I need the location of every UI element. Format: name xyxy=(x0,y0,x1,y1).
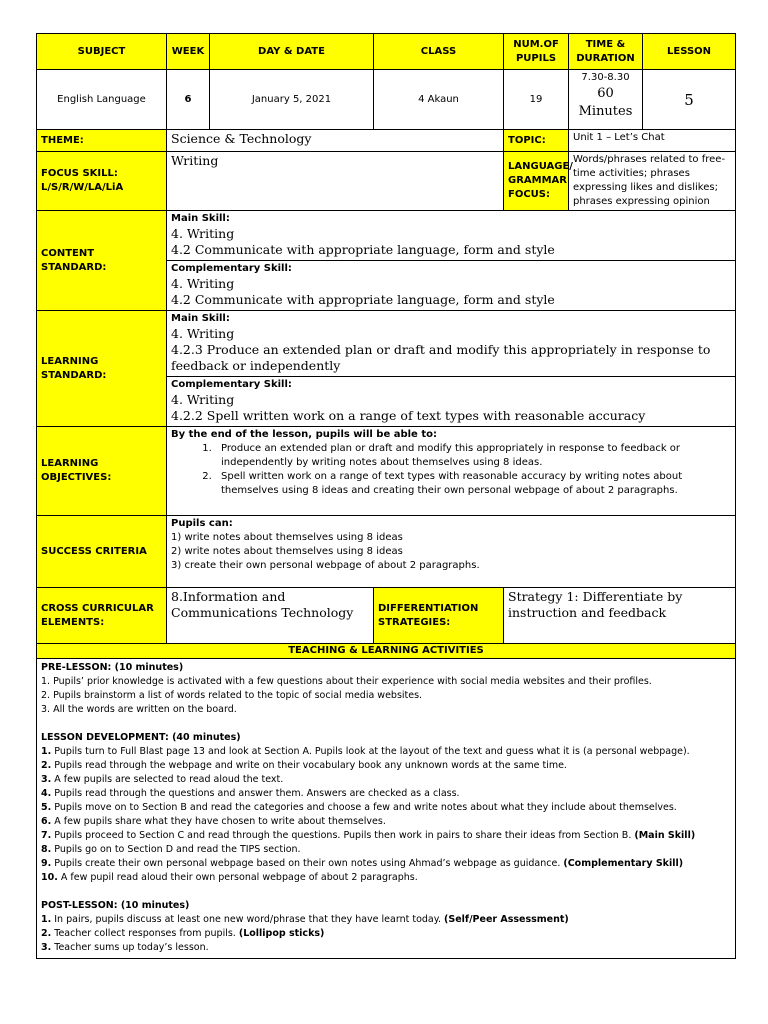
step-text: Pupils move on to Section B and read the categories and choose a few and write notes about what they include about themselves. xyxy=(51,802,677,813)
focus-skill-value: Writing xyxy=(167,152,504,211)
success-criteria-label: SUCCESS CRITERIA xyxy=(37,516,167,588)
subject-value: English Language xyxy=(37,70,167,130)
step-text: Pupils read through the webpage and write on their vocabulary book any unknown words at the same time. xyxy=(51,760,567,771)
development-step xyxy=(41,773,731,787)
step-number: 2. xyxy=(41,928,52,939)
week-value: 6 xyxy=(167,70,210,130)
step-number: 2. xyxy=(41,760,52,771)
development-step xyxy=(41,801,731,815)
step-number: 7. xyxy=(41,830,52,841)
theme-label: THEME: xyxy=(37,130,167,152)
ls-main-line-2: 4.2.3 Produce an extended plan or draft and modify this appropriately in response to feedback or independently xyxy=(171,342,711,373)
assessment-tag: (Lollipop sticks) xyxy=(238,928,325,939)
skill-tag: (Main Skill) xyxy=(634,830,696,841)
lesson-plan xyxy=(36,33,735,959)
cross-curricular-label: CROSS CURRICULAR ELEMENTS: xyxy=(37,588,167,644)
objectives-list xyxy=(171,442,731,498)
skill-tag: (Complementary Skill) xyxy=(563,858,684,869)
step-number: 1. xyxy=(41,746,52,757)
lesson-header: LESSON xyxy=(643,34,736,70)
development-step xyxy=(41,829,731,843)
step-text: Pupils read through the questions and answer them. Answers are checked as a class. xyxy=(51,788,460,799)
step-text: Teacher collect responses from pupils. xyxy=(51,928,239,939)
differentiation-label: DIFFERENTIATION STRATEGIES: xyxy=(374,588,504,644)
step-number: 8. xyxy=(41,844,52,855)
time-range: 7.30-8.30 xyxy=(581,72,630,83)
time-header: TIME & DURATION xyxy=(569,34,643,70)
ls-main-line-1: 4. Writing xyxy=(171,326,235,341)
comp-skill-label: Complementary Skill: xyxy=(171,263,292,274)
step-number: 6. xyxy=(41,816,52,827)
topic-value: Unit 1 – Let’s Chat xyxy=(569,130,736,152)
objectives-intro: By the end of the lesson, pupils will be able to: xyxy=(171,429,437,440)
post-lesson-step xyxy=(41,913,731,927)
development-step xyxy=(41,843,731,857)
development-step xyxy=(41,815,731,829)
development-step xyxy=(41,871,731,885)
cross-curricular-value: 8.Information and Communications Technology xyxy=(167,588,374,644)
content-standard-complementary xyxy=(167,261,736,311)
main-skill-line-1: 4. Writing xyxy=(171,226,235,241)
content-standard-label: CONTENT STANDARD: xyxy=(37,211,167,311)
step-number: 1. xyxy=(41,914,52,925)
differentiation-value: Strategy 1: Differentiate by instruction and feedback xyxy=(504,588,736,644)
success-item: 1) write notes about themselves using 8 ideas xyxy=(171,532,403,543)
learning-standard-label: LEARNING STANDARD: xyxy=(37,311,167,427)
step-text: Teacher sums up today’s lesson. xyxy=(51,942,209,953)
objective-item: 2. Spell written work on a range of text types with reasonable accuracy by writing notes about themselves using 8 ideas and creating their own personal webpage of about 2 paragraphs. xyxy=(215,470,731,498)
step-text: A few pupil read aloud their own personal webpage of about 2 paragraphs. xyxy=(57,872,418,883)
post-lesson-step xyxy=(41,941,731,955)
step-text: Pupils turn to Full Blast page 13 and look at Section A. Pupils look at the layout of the text and guess what it is (a personal webpage). xyxy=(51,746,690,757)
step-text: Pupils proceed to Section C and read through the questions. Pupils then work in pairs to share their ideas from Section B. xyxy=(51,830,635,841)
step-number: 9. xyxy=(41,858,52,869)
date-value: January 5, 2021 xyxy=(210,70,374,130)
lesson-development-title: LESSON DEVELOPMENT: (40 minutes) xyxy=(41,732,241,743)
pre-lesson-step: 3. All the words are written on the board. xyxy=(41,704,237,715)
step-number: 3. xyxy=(41,942,52,953)
step-number: 4. xyxy=(41,788,52,799)
success-item: 3) create their own personal webpage of about 2 paragraphs. xyxy=(171,560,480,571)
pupils-value: 19 xyxy=(504,70,569,130)
duration: 60 Minutes xyxy=(578,86,633,119)
comp-skill-line-1: 4. Writing xyxy=(171,276,235,291)
content-standard-main xyxy=(167,211,736,261)
step-text: A few pupils share what they have chosen to write about themselves. xyxy=(51,816,386,827)
main-skill-label: Main Skill: xyxy=(171,213,230,224)
objectives-content xyxy=(167,427,736,516)
step-text: Pupils create their own personal webpage based on their own notes using Ahmad’s webpage as guidance. xyxy=(51,858,564,869)
learning-standard-main xyxy=(167,311,736,377)
post-lesson-step xyxy=(41,927,731,941)
ls-comp-skill-label: Complementary Skill: xyxy=(171,379,292,390)
development-step xyxy=(41,759,731,773)
step-number: 10. xyxy=(41,872,58,883)
ls-comp-line-2: 4.2.2 Spell written work on a range of text types with reasonable accuracy xyxy=(171,408,646,423)
theme-value: Science & Technology xyxy=(167,130,504,152)
development-step xyxy=(41,787,731,801)
assessment-tag: (Self/Peer Assessment) xyxy=(444,914,569,925)
ls-main-skill-label: Main Skill: xyxy=(171,313,230,324)
lesson-number: 5 xyxy=(643,70,736,130)
development-step xyxy=(41,745,731,759)
activities-title: TEACHING & LEARNING ACTIVITIES xyxy=(37,644,736,659)
comp-skill-line-2: 4.2 Communicate with appropriate language, form and style xyxy=(171,292,555,307)
learning-standard-complementary xyxy=(167,377,736,427)
success-criteria-content xyxy=(167,516,736,588)
development-step xyxy=(41,857,731,871)
step-number: 3. xyxy=(41,774,52,785)
step-text: A few pupils are selected to read aloud the text. xyxy=(51,774,284,785)
class-value: 4 Akaun xyxy=(374,70,504,130)
date-header: DAY & DATE xyxy=(210,34,374,70)
objective-item: 1. Produce an extended plan or draft and modify this appropriately in response to feedback or independently by writing notes about themselves using 8 ideas. xyxy=(215,442,731,470)
language-focus-value: Words/phrases related to free-time activities; phrases expressing likes and dislikes; phrases expressing opinion xyxy=(569,152,736,211)
pre-lesson-step: 1. Pupils’ prior knowledge is activated with a few questions about their experience with social media websites and their profiles. xyxy=(41,676,652,687)
success-intro: Pupils can: xyxy=(171,518,233,529)
pupils-header: NUM.OF PUPILS xyxy=(504,34,569,70)
success-item: 2) write notes about themselves using 8 ideas xyxy=(171,546,403,557)
pre-lesson-step: 2. Pupils brainstorm a list of words related to the topic of social media websites. xyxy=(41,690,423,701)
post-lesson-title: POST-LESSON: (10 minutes) xyxy=(41,900,190,911)
main-skill-line-2: 4.2 Communicate with appropriate language, form and style xyxy=(171,242,555,257)
activities-content xyxy=(37,659,736,959)
lesson-plan-table xyxy=(36,33,736,959)
language-focus-label: LANGUAGE/ GRAMMAR FOCUS: xyxy=(504,152,569,211)
step-text: In pairs, pupils discuss at least one new word/phrase that they have learnt today. xyxy=(51,914,445,925)
subject-header: SUBJECT xyxy=(37,34,167,70)
week-header: WEEK xyxy=(167,34,210,70)
ls-comp-line-1: 4. Writing xyxy=(171,392,235,407)
step-number: 5. xyxy=(41,802,52,813)
time-value xyxy=(569,70,643,130)
objectives-label: LEARNING OBJECTIVES: xyxy=(37,427,167,516)
class-header: CLASS xyxy=(374,34,504,70)
topic-label: TOPIC: xyxy=(504,130,569,152)
pre-lesson-title: PRE-LESSON: (10 minutes) xyxy=(41,662,184,673)
focus-skill-label: FOCUS SKILL: L/S/R/W/LA/LiA xyxy=(37,152,167,211)
step-text: Pupils go on to Section D and read the TIPS section. xyxy=(51,844,301,855)
